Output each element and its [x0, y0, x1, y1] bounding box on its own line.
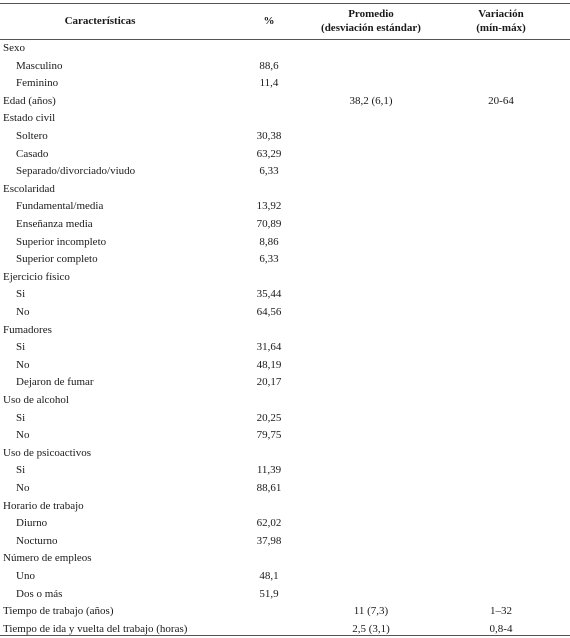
- table-row: [0, 445, 570, 463]
- row-percent: 51,9: [259, 587, 279, 600]
- row-label: Separado/divorciado/viudo: [16, 165, 136, 178]
- row-range: 1–32: [490, 605, 512, 618]
- row-percent: [224, 181, 314, 199]
- row-percent: 62,02: [256, 517, 282, 530]
- row-range: [440, 304, 562, 322]
- row-range: [440, 339, 562, 357]
- row-range: [440, 234, 562, 252]
- table-row: [0, 586, 570, 604]
- row-range: [440, 58, 562, 76]
- row-range: [440, 445, 562, 463]
- table-row: [0, 339, 570, 357]
- row-label: Fumadores: [3, 323, 52, 336]
- row-mean-sd: [310, 322, 432, 340]
- table-row: [0, 568, 570, 586]
- row-range: [440, 498, 562, 516]
- row-range: [440, 40, 562, 58]
- row-mean-sd: [310, 586, 432, 604]
- row-range: [440, 568, 562, 586]
- table-row: [0, 550, 570, 568]
- row-range: [440, 427, 562, 445]
- row-label: Dos o más: [16, 587, 63, 600]
- row-label: Escolaridad: [3, 182, 55, 195]
- row-label: Edad (años): [3, 94, 56, 107]
- row-mean-sd: 2,5 (3,1): [352, 622, 390, 635]
- row-range: [440, 146, 562, 164]
- table-row: [0, 304, 570, 322]
- row-mean-sd: [310, 304, 432, 322]
- row-label: No: [16, 429, 30, 442]
- table-row: [0, 357, 570, 375]
- table-row: [0, 286, 570, 304]
- row-range: [440, 480, 562, 498]
- row-percent: [224, 269, 314, 287]
- row-label: Si: [16, 411, 26, 424]
- row-percent: 20,25: [256, 411, 282, 424]
- row-mean-sd: [310, 216, 432, 234]
- table-row: [0, 58, 570, 76]
- row-range: [440, 216, 562, 234]
- header-percent: %: [263, 15, 275, 27]
- row-mean-sd: 38,2 (6,1): [349, 94, 393, 107]
- table-row: [0, 128, 570, 146]
- table-row: [0, 374, 570, 392]
- row-range: [440, 586, 562, 604]
- row-range: [440, 251, 562, 269]
- row-percent: 48,19: [256, 358, 282, 371]
- row-percent: 31,64: [256, 341, 282, 354]
- row-mean-sd: [310, 163, 432, 181]
- table-row: [0, 234, 570, 252]
- row-percent: 88,6: [259, 59, 279, 72]
- row-mean-sd: [310, 392, 432, 410]
- row-label: Masculino: [16, 59, 63, 72]
- table-row: [0, 40, 570, 58]
- table-row: [0, 75, 570, 93]
- row-mean-sd: [310, 427, 432, 445]
- row-percent: 6,33: [259, 253, 279, 266]
- row-mean-sd: [310, 40, 432, 58]
- table-row: [0, 181, 570, 199]
- row-percent: 11,39: [256, 464, 282, 477]
- row-range: [440, 462, 562, 480]
- table-row: [0, 163, 570, 181]
- row-percent: [224, 498, 314, 516]
- row-percent: [224, 322, 314, 340]
- row-percent: 64,56: [256, 306, 282, 318]
- table-row: [0, 498, 570, 516]
- row-label: Uso de alcohol: [3, 394, 69, 406]
- row-label: Si: [16, 341, 26, 354]
- row-label: Dejaron de fumar: [16, 376, 94, 389]
- row-range: [440, 269, 562, 287]
- row-range: [440, 110, 562, 128]
- row-mean-sd: [310, 58, 432, 76]
- row-mean-sd: [310, 269, 432, 287]
- row-mean-sd: [310, 498, 432, 516]
- row-label: Horario de trabajo: [3, 499, 84, 512]
- table-row: [0, 480, 570, 498]
- row-percent: [224, 110, 314, 128]
- table-row: [0, 603, 570, 621]
- row-mean-sd: [310, 568, 432, 586]
- header-characteristics: Características: [64, 15, 136, 27]
- row-mean-sd: [310, 533, 432, 551]
- row-label: Superior completo: [16, 253, 98, 266]
- row-range: 0,8-4: [489, 622, 513, 635]
- row-percent: 13,92: [256, 200, 282, 213]
- row-range: [440, 322, 562, 340]
- row-label: Sexo: [3, 42, 25, 54]
- row-percent: [224, 603, 314, 621]
- row-mean-sd: [310, 198, 432, 216]
- row-label: Número de empleos: [3, 552, 92, 565]
- row-mean-sd: [310, 462, 432, 480]
- row-percent: 37,98: [256, 534, 282, 547]
- row-percent: 6,33: [259, 165, 279, 178]
- row-percent: 11,4: [259, 77, 279, 90]
- table-row: [0, 533, 570, 551]
- row-percent: [224, 550, 314, 568]
- row-label: No: [16, 306, 30, 318]
- row-percent: [224, 392, 314, 410]
- row-mean-sd: [310, 550, 432, 568]
- row-mean-sd: [310, 339, 432, 357]
- table-row: [0, 146, 570, 164]
- row-label: No: [16, 482, 30, 494]
- table-row: [0, 322, 570, 340]
- table-row: [0, 198, 570, 216]
- row-mean-sd: [310, 146, 432, 164]
- row-label: Feminino: [16, 77, 59, 90]
- table-row: [0, 93, 570, 111]
- row-label: Nocturno: [16, 534, 58, 547]
- row-range: 20-64: [488, 94, 514, 107]
- row-mean-sd: [310, 515, 432, 533]
- row-label: Uso de psicoactivos: [3, 446, 91, 459]
- row-label: Ejercicio físico: [3, 270, 70, 283]
- table-row: [0, 110, 570, 128]
- row-label: Diurno: [16, 517, 48, 530]
- row-range: [440, 392, 562, 410]
- row-percent: 79,75: [256, 429, 282, 442]
- row-mean-sd: [310, 128, 432, 146]
- row-range: [440, 198, 562, 216]
- row-percent: 70,89: [256, 218, 282, 230]
- row-mean-sd: [310, 374, 432, 392]
- row-mean-sd: [310, 410, 432, 428]
- row-label: No: [16, 358, 30, 371]
- table-row: [0, 251, 570, 269]
- row-mean-sd: [310, 251, 432, 269]
- row-label: Tiempo de trabajo (años): [3, 605, 114, 618]
- row-range: [440, 533, 562, 551]
- row-label: Tiempo de ida y vuelta del trabajo (horas): [3, 622, 188, 635]
- row-label: Si: [16, 288, 26, 301]
- row-mean-sd: [310, 110, 432, 128]
- row-percent: 30,38: [256, 130, 282, 142]
- row-label: Soltero: [16, 130, 48, 142]
- table-row: [0, 410, 570, 428]
- row-mean-sd: [310, 480, 432, 498]
- row-mean-sd: [310, 357, 432, 375]
- row-label: Superior incompleto: [16, 235, 107, 248]
- row-percent: 48,1: [259, 570, 279, 582]
- row-mean-sd: [310, 286, 432, 304]
- row-mean-sd: 11 (7,3): [353, 605, 389, 618]
- row-label: Casado: [16, 147, 49, 160]
- row-range: [440, 374, 562, 392]
- row-percent: 8,86: [259, 235, 279, 248]
- row-range: [440, 128, 562, 146]
- row-mean-sd: [310, 445, 432, 463]
- row-percent: [224, 93, 314, 111]
- row-label: Enseñanza media: [16, 218, 93, 230]
- table-row: [0, 216, 570, 234]
- row-range: [440, 357, 562, 375]
- row-range: [440, 286, 562, 304]
- table-row: [0, 427, 570, 445]
- row-label: Si: [16, 464, 26, 477]
- table-row: [0, 392, 570, 410]
- row-mean-sd: [310, 75, 432, 93]
- header-range: Variación (mín-máx): [476, 8, 526, 34]
- row-percent: 35,44: [256, 288, 282, 301]
- row-range: [440, 410, 562, 428]
- header-mean-sd: Promedio (desviación estándar): [321, 8, 421, 34]
- row-percent: 20,17: [256, 376, 282, 389]
- row-label: Uno: [16, 570, 35, 582]
- row-range: [440, 163, 562, 181]
- row-mean-sd: [310, 234, 432, 252]
- row-label: Fundamental/media: [16, 200, 104, 213]
- row-percent: [224, 445, 314, 463]
- table-row: [0, 515, 570, 533]
- row-percent: 63,29: [256, 147, 282, 160]
- row-label: Estado civil: [3, 112, 56, 125]
- row-range: [440, 550, 562, 568]
- row-range: [440, 181, 562, 199]
- row-range: [440, 515, 562, 533]
- row-percent: 88,61: [256, 482, 282, 494]
- table-row: [0, 269, 570, 287]
- row-mean-sd: [310, 181, 432, 199]
- table-row: [0, 462, 570, 480]
- row-range: [440, 75, 562, 93]
- row-percent: [224, 40, 314, 58]
